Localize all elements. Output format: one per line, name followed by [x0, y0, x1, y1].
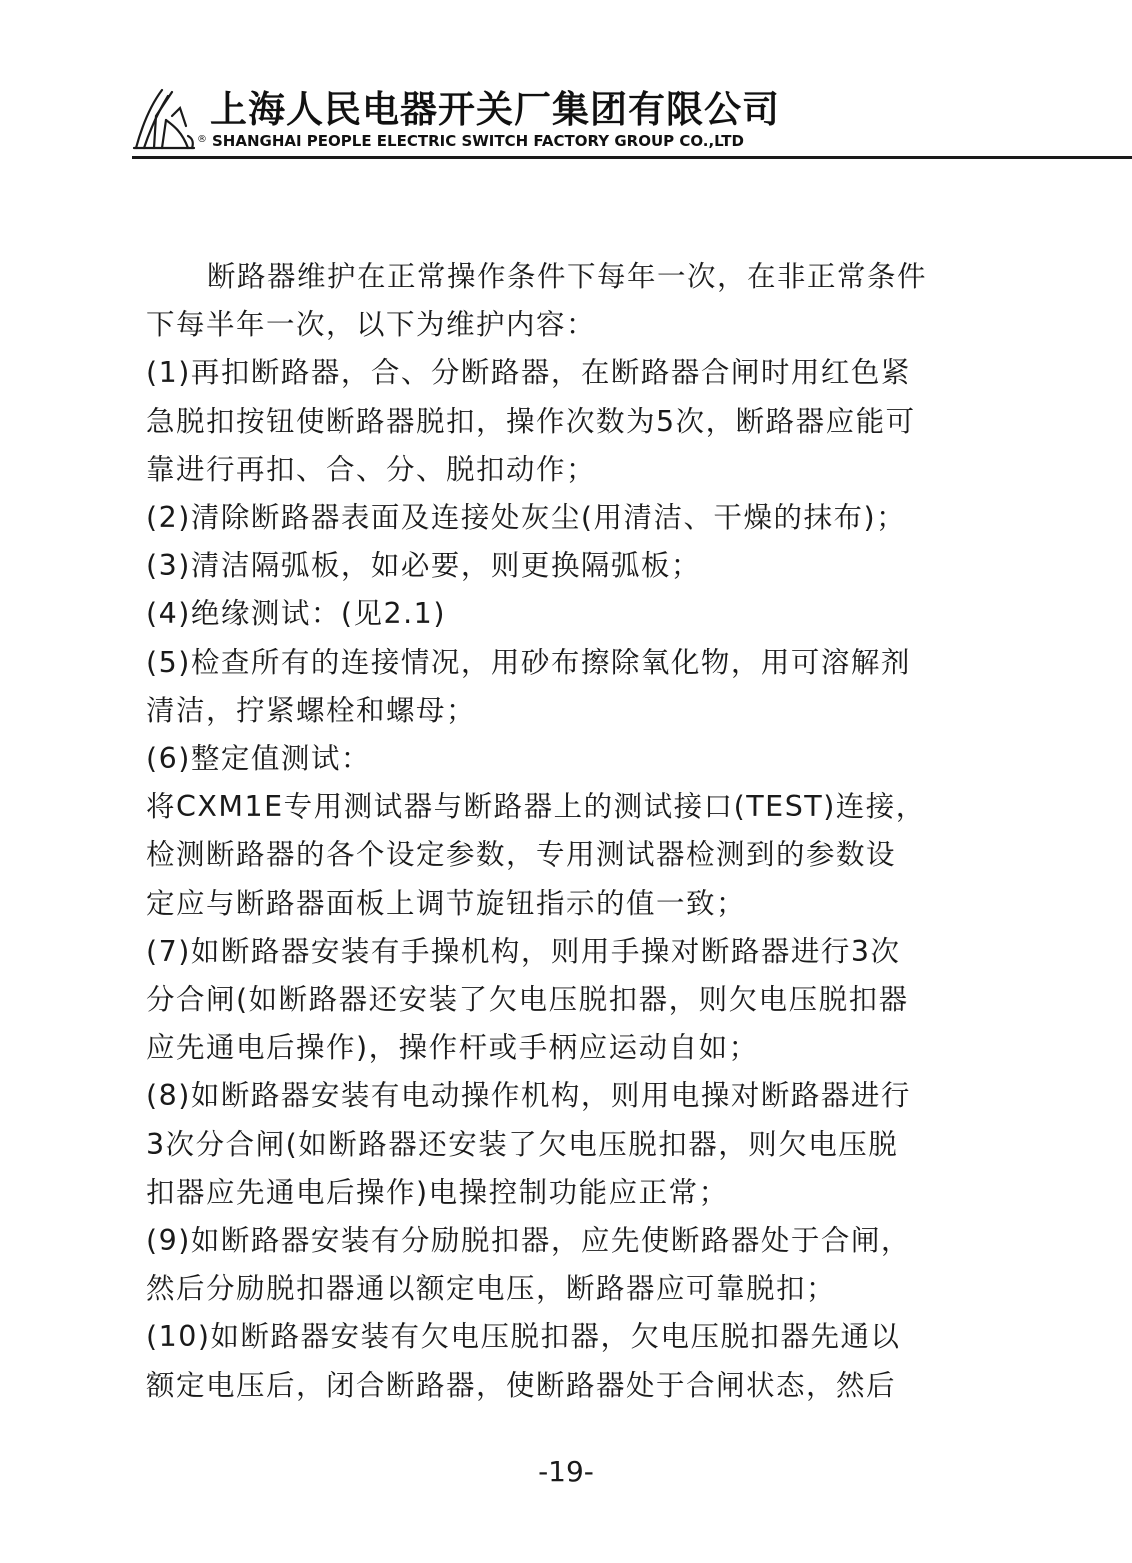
text-line: 扣器应先通电后操作)电操控制功能应正常； [146, 1175, 729, 1209]
text-line: 断路器维护在正常操作条件下每年一次，在非正常条件 [207, 260, 928, 293]
text-line: 定应与断路器面板上调节旋钮指示的值一致； [146, 886, 747, 920]
text-line: 急脱扣按钮使断路器脱扣，操作次数为5次，断路器应能可 [146, 404, 916, 438]
text-line: (3)清洁隔弧板，如必要，则更换隔弧板； [146, 549, 701, 583]
text-line: (6)整定值测试： [146, 742, 371, 776]
header-divider [132, 156, 1132, 159]
text-line: (4)绝缘测试：(见2.1) [146, 597, 446, 631]
text-line: 分合闸(如断路器还安装了欠电压脱扣器，则欠电压脱扣器 [146, 983, 909, 1017]
text-line: (5)检查所有的连接情况，用砂布擦除氧化物，用可溶解剂 [146, 645, 911, 679]
text-line: 清洁，拧紧螺栓和螺母； [146, 693, 477, 727]
text-line: 应先通电后操作)，操作杆或手柄应运动自如； [146, 1031, 759, 1065]
text-line: 然后分励脱扣器通以额定电压，断路器应可靠脱扣； [146, 1272, 837, 1306]
text-line: 靠进行再扣、合、分、脱扣动作； [146, 452, 597, 486]
text-line: 检测断路器的各个设定参数，专用测试器检测到的参数设 [146, 838, 897, 872]
text-line: (10)如断路器安装有欠电压脱扣器，欠电压脱扣器先通以 [146, 1320, 901, 1354]
registered-mark: ® [197, 134, 207, 145]
text-line: (9)如断路器安装有分励脱扣器，应先使断路器处于合闸， [146, 1224, 911, 1258]
maintenance-text [146, 253, 1006, 1410]
page-header [132, 86, 1132, 158]
text-line: 3次分合闸(如断路器还安装了欠电压脱扣器，则欠电压脱 [146, 1127, 899, 1161]
text-line: 额定电压后，闭合断路器，使断路器处于合闸状态，然后 [146, 1368, 897, 1402]
text-line: (2)清除断路器表面及连接处灰尘(用清洁、干燥的抹布)； [146, 501, 907, 535]
text-line: 将CXM1E专用测试器与断路器上的测试接口(TEST)连接， [146, 790, 926, 824]
company-name-english: SHANGHAI PEOPLE ELECTRIC SWITCH FACTORY GROUP CO.,LTD [212, 132, 744, 150]
text-line: (7)如断路器安装有手操机构，则用手操对断路器进行3次 [146, 934, 901, 968]
text-line: (1)再扣断路器，合、分断路器，在断路器合闸时用红色紧 [146, 356, 911, 390]
page-number: -19- [538, 1455, 594, 1488]
text-line: 下每半年一次，以下为维护内容： [146, 308, 597, 342]
company-name-chinese: 上海人民电器开关厂集团有限公司 [210, 88, 780, 131]
text-line: (8)如断路器安装有电动操作机构，则用电操对断路器进行 [146, 1079, 911, 1113]
company-logo-icon [132, 86, 204, 152]
